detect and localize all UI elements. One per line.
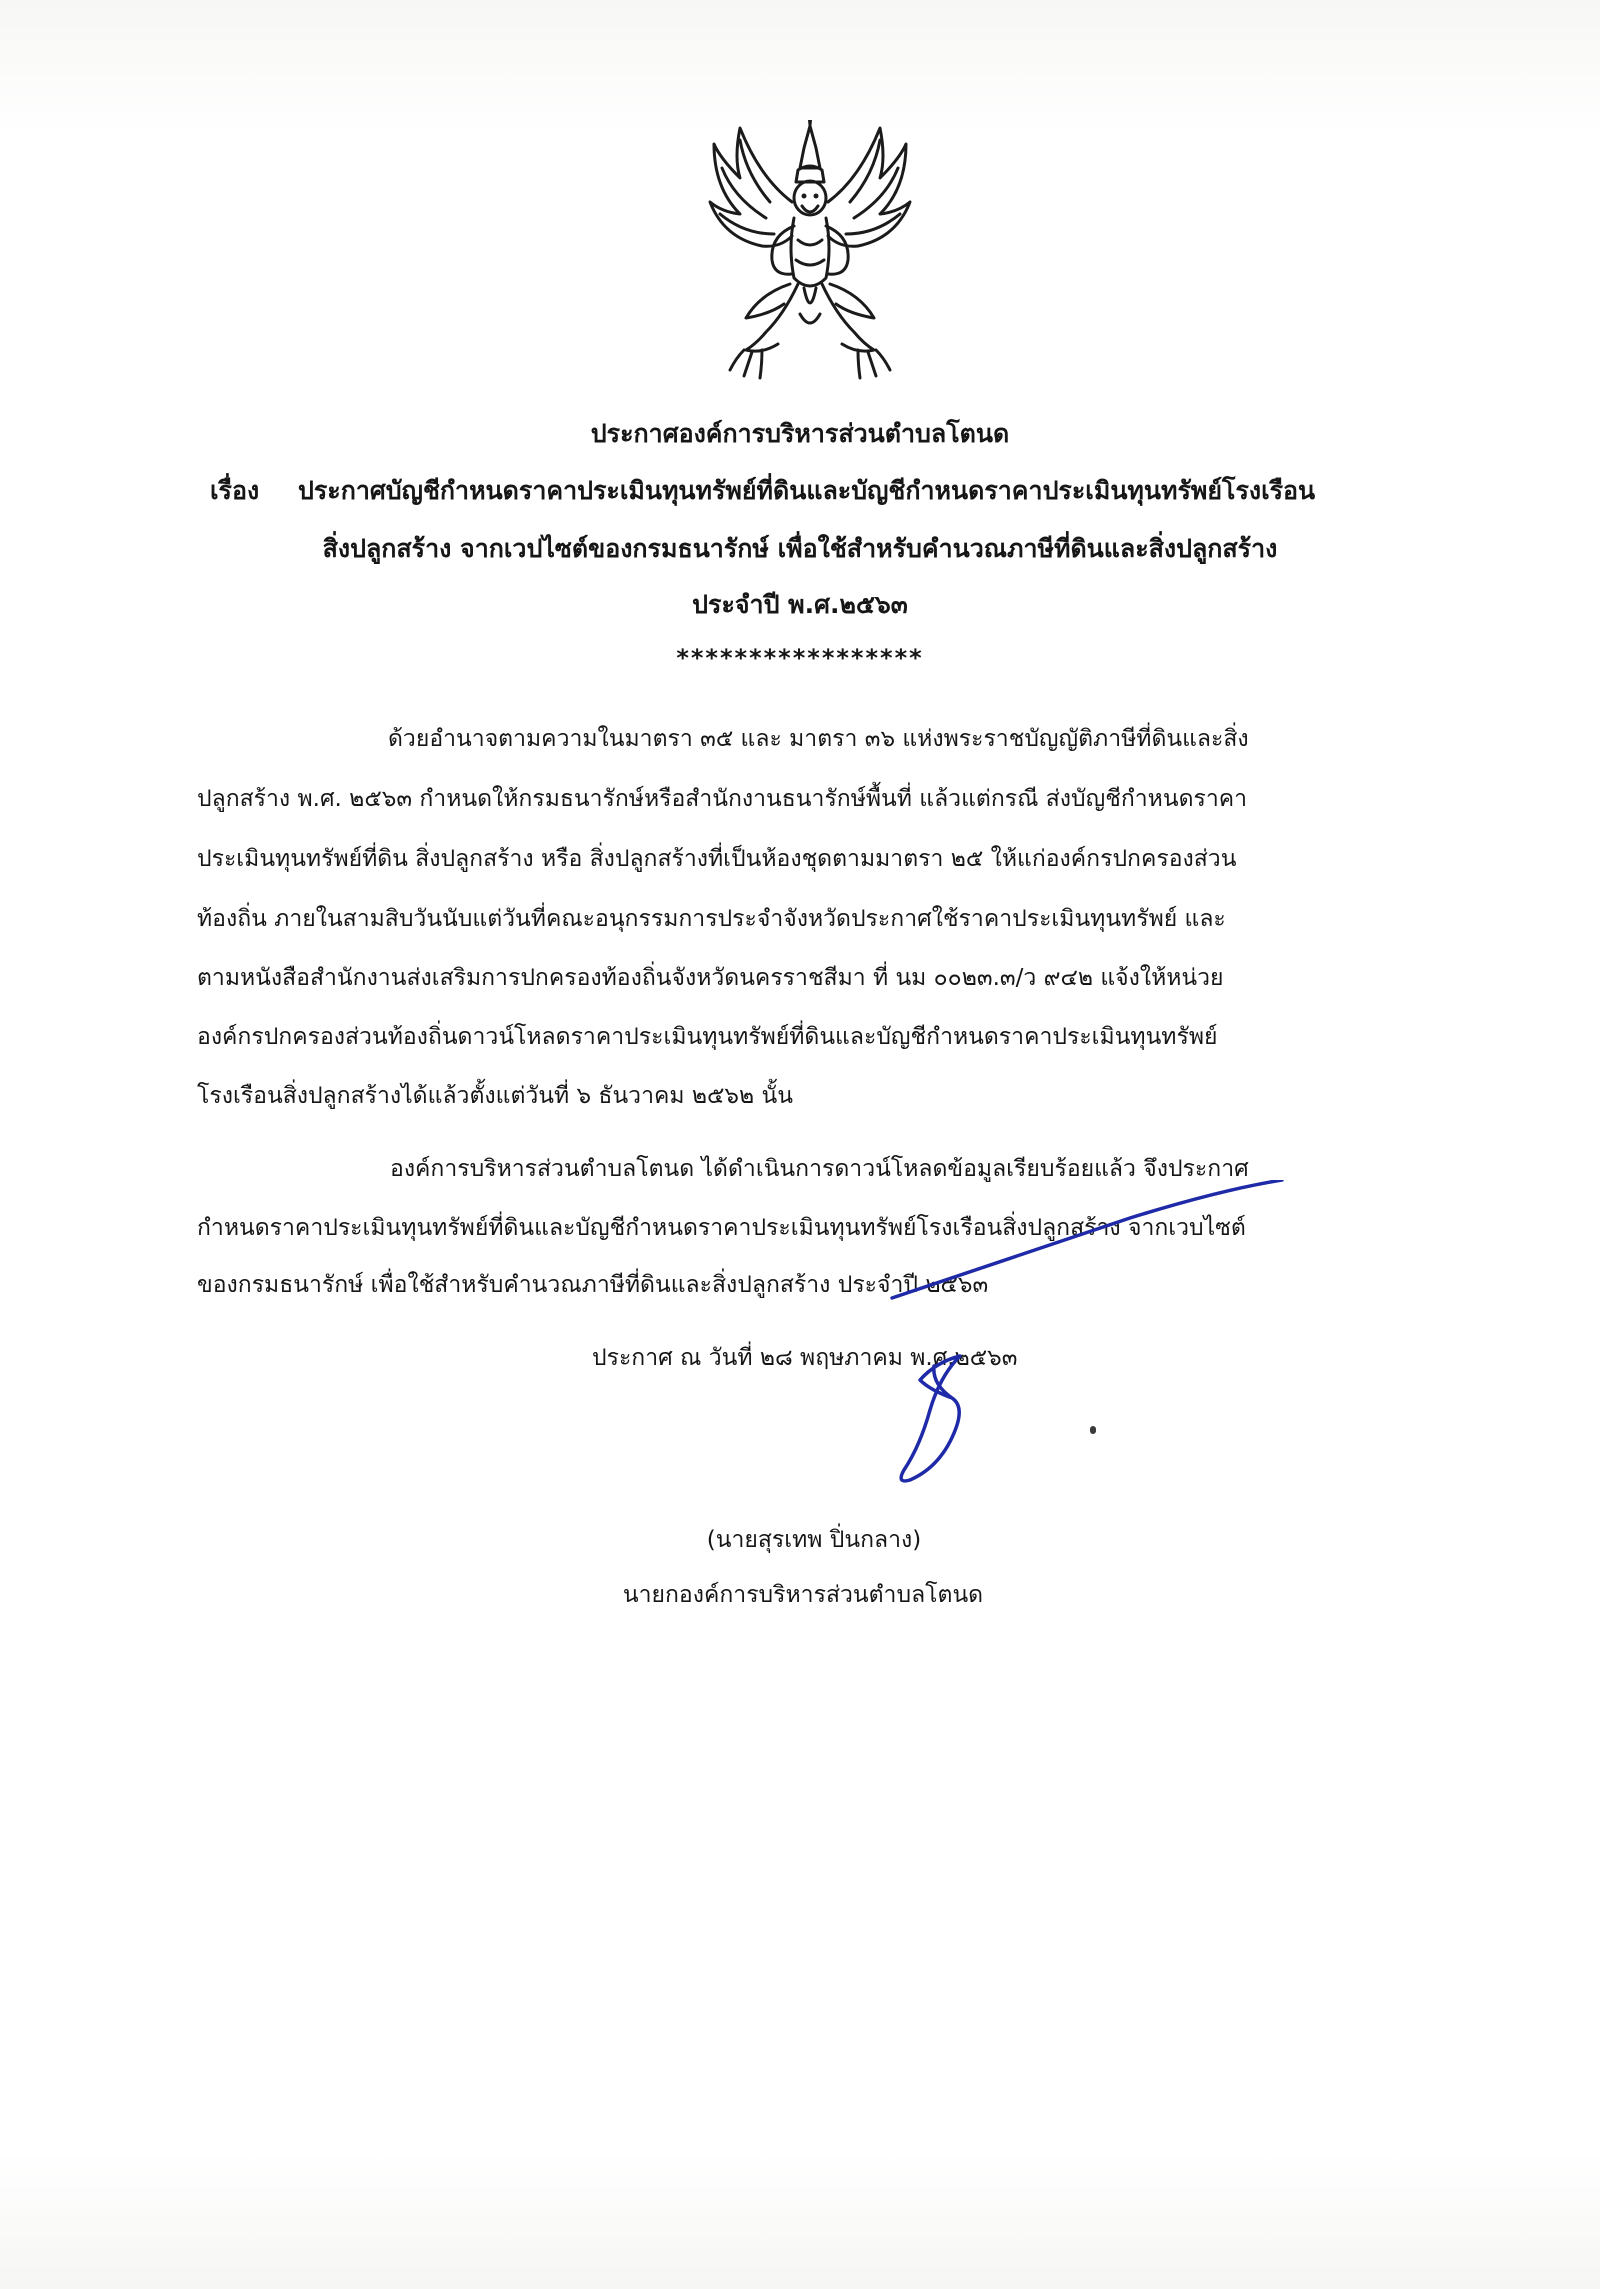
paragraph2-line-1: องค์การบริหารส่วนตำบลโตนด ได้ดำเนินการดาวน์โหลดข้อมูลเรียบร้อยแล้ว จึงประกาศ <box>390 1156 1249 1182</box>
paragraph1-line-4: ท้องถิ่น ภายในสามสิบวันนับแต่วันที่คณะอนุกรรมการประจำจังหวัดประกาศใช้ราคาประเมินทุนทรัพย์ และ <box>197 906 1226 932</box>
announce-date: ประกาศ ณ วันที่ ๒๘ พฤษภาคม พ.ศ.๒๕๖๓ <box>592 1345 1018 1371</box>
announcement-title: ประกาศองค์การบริหารส่วนตำบลโตนด <box>590 419 1010 448</box>
subject-line-3: ประจำปี พ.ศ.๒๕๖๓ <box>692 590 908 619</box>
paragraph2-line-2: กำหนดราคาประเมินทุนทรัพย์ที่ดินและบัญชีกำหนดราคาประเมินทุนทรัพย์โรงเรือนสิ่งปลูกสร้าง จากเวบไซต์ <box>197 1215 1246 1241</box>
separator-stars: ***************** <box>676 644 924 672</box>
subject-line-1: ประกาศบัญชีกำหนดราคาประเมินทุนทรัพย์ที่ดินและบัญชีกำหนดราคาประเมินทุนทรัพย์โรงเรือน <box>298 476 1316 505</box>
handwritten-signature-icon <box>890 1180 1310 1510</box>
paragraph2-line-3: ของกรมธนารักษ์ เพื่อใช้สำหรับคำนวณภาษีที่ดินและสิ่งปลูกสร้าง ประจำปี ๒๕๖๓ <box>197 1272 989 1298</box>
signer-name: (นายสุรเทพ ปิ่นกลาง) <box>706 1527 922 1553</box>
subject-line-2: สิ่งปลูกสร้าง จากเวปไซต์ของกรมธนารักษ์ เพื่อใช้สำหรับคำนวณภาษีที่ดินและสิ่งปลูกสร้าง <box>322 534 1278 563</box>
paragraph1-line-2: ปลูกสร้าง พ.ศ. ๒๕๖๓ กำหนดให้กรมธนารักษ์หรือสำนักงานธนารักษ์พื้นที่ แล้วแต่กรณี ส่งบัญชีกำหนดราคา <box>197 786 1248 812</box>
signer-position: นายกองค์การบริหารส่วนตำบลโตนด <box>622 1582 984 1608</box>
paragraph1-line-5: ตามหนังสือสำนักงานส่งเสริมการปกครองท้องถิ่นจังหวัดนครราชสีมา ที่ นม ๐๐๒๓.๓/ว ๙๔๒ แจ้งให้หน่วย <box>197 965 1224 991</box>
paragraph1-line-7: โรงเรือนสิ่งปลูกสร้างได้แล้วตั้งแต่วันที่ ๖ ธันวาคม ๒๕๖๒ นั้น <box>197 1083 793 1109</box>
ink-dot <box>1090 1426 1096 1434</box>
garuda-emblem-icon <box>700 118 920 386</box>
paragraph1-line-3: ประเมินทุนทรัพย์ที่ดิน สิ่งปลูกสร้าง หรือ สิ่งปลูกสร้างที่เป็นห้องชุดตามมาตรา ๒๕ ให้แก่องค์กรปกครองส่วน <box>197 846 1237 872</box>
paragraph1-line-6: องค์กรปกครองส่วนท้องถิ่นดาวน์โหลดราคาประเมินทุนทรัพย์ที่ดินและบัญชีกำหนดราคาประเมินทุนทรัพย์ <box>197 1024 1218 1050</box>
subject-label: เรื่อง <box>210 476 260 505</box>
paragraph1-line-1: ด้วยอำนาจตามความในมาตรา ๓๕ และ มาตรา ๓๖ แห่งพระราชบัญญัติภาษีที่ดินและสิ่ง <box>388 726 1249 752</box>
